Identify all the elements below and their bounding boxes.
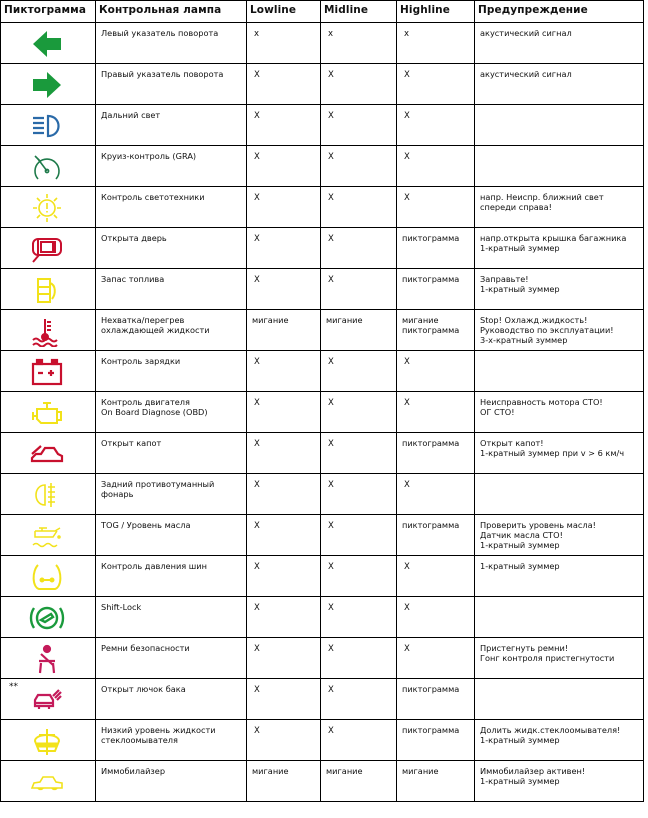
pictogram-cell (1, 597, 96, 638)
lowline-cell (247, 392, 321, 433)
lowline-value: X (254, 644, 260, 654)
highline-value: X (404, 562, 410, 572)
table-row (1, 187, 644, 228)
midline-cell (321, 228, 397, 269)
header-warning: Предупреждение (475, 1, 644, 23)
midline-value: X (328, 521, 334, 531)
lowline-value: X (254, 111, 260, 121)
bulb-failure-icon (29, 192, 65, 224)
lamp-cell (96, 474, 247, 515)
midline-cell (321, 105, 397, 146)
midline-cell (321, 146, 397, 187)
midline-value: X (328, 152, 334, 162)
lamp-cell (96, 433, 247, 474)
lowline-value: X (254, 70, 260, 80)
warning-cell (475, 187, 644, 228)
midline-cell (321, 23, 397, 64)
highline-value: X (404, 193, 410, 203)
midline-cell (321, 269, 397, 310)
pictogram-cell (1, 474, 96, 515)
table-row (1, 720, 644, 761)
lamp-name: Задний противотуманный фонарь (101, 479, 215, 499)
door-open-icon (29, 233, 65, 265)
lowline-cell (247, 474, 321, 515)
midline-cell (321, 392, 397, 433)
table-row (1, 64, 644, 105)
lowline-value: X (254, 357, 260, 367)
warning-cell (475, 105, 644, 146)
lowline-cell (247, 64, 321, 105)
lamp-name: Открыт капот (101, 438, 162, 448)
midline-value: X (328, 357, 334, 367)
table-row (1, 23, 644, 64)
lamp-cell (96, 310, 247, 351)
midline-value: X (328, 726, 334, 736)
lamp-cell (96, 187, 247, 228)
midline-cell (321, 64, 397, 105)
pictogram-cell (1, 515, 96, 556)
lamp-name: Правый указатель поворота (101, 69, 224, 79)
warning-text: Долить жидк.стеклоомывателя! 1-кратный зуммер (480, 725, 621, 745)
lamp-name: Открыта дверь (101, 233, 167, 243)
midline-value: X (328, 111, 334, 121)
warning-cell (475, 556, 644, 597)
table-row (1, 597, 644, 638)
highline-value: пиктограмма (402, 438, 460, 448)
highline-cell (397, 515, 475, 556)
shift-lock-icon (29, 602, 65, 634)
highline-cell (397, 556, 475, 597)
warning-cell (475, 228, 644, 269)
warning-cell (475, 64, 644, 105)
table-row (1, 433, 644, 474)
lamp-cell (96, 64, 247, 105)
highline-value: X (404, 398, 410, 408)
fuel-reserve-icon (29, 274, 65, 306)
lamp-cell (96, 761, 247, 802)
lowline-cell (247, 228, 321, 269)
warning-text: Открыт капот! 1-кратный зуммер при v > 6 км/ч (480, 438, 625, 458)
lowline-value: мигание (252, 766, 289, 776)
lowline-value: X (254, 193, 260, 203)
hood-open-icon (29, 438, 65, 470)
midline-value: X (328, 439, 334, 449)
warning-text (475, 474, 643, 479)
pictogram-cell (1, 146, 96, 187)
warning-text (475, 351, 643, 356)
lamp-cell (96, 23, 247, 64)
pictogram-cell (1, 761, 96, 802)
highline-cell (397, 433, 475, 474)
highline-value: пиктограмма (402, 233, 460, 243)
midline-value: X (328, 193, 334, 203)
lowline-cell (247, 187, 321, 228)
lowline-value: X (254, 726, 260, 736)
midline-cell (321, 474, 397, 515)
lamp-cell (96, 638, 247, 679)
midline-cell (321, 310, 397, 351)
lowline-value: X (254, 275, 260, 285)
warning-cell (475, 679, 644, 720)
pictogram-cell (1, 105, 96, 146)
lowline-cell (247, 638, 321, 679)
highline-cell (397, 105, 475, 146)
tire-pressure-icon (29, 561, 65, 593)
pictogram-cell (1, 351, 96, 392)
washer-fluid-icon (29, 725, 65, 757)
lamp-name: Контроль зарядки (101, 356, 181, 366)
warning-cell (475, 515, 644, 556)
highline-value: x (404, 29, 410, 39)
lamp-name: TOG / Уровень масла (101, 520, 191, 530)
warning-text: напр. Неиспр. ближний свет спереди справа! (480, 192, 604, 212)
lamp-cell (96, 392, 247, 433)
midline-cell (321, 597, 397, 638)
highline-cell (397, 761, 475, 802)
header-pictogram: Пиктограмма (1, 1, 96, 23)
warning-text (475, 679, 643, 684)
lowline-value: X (254, 685, 260, 695)
highline-value: X (404, 644, 410, 654)
lamp-cell (96, 515, 247, 556)
table-row (1, 515, 644, 556)
table-row (1, 474, 644, 515)
lowline-cell (247, 269, 321, 310)
table-row (1, 761, 644, 802)
pictogram-cell (1, 228, 96, 269)
cruise-control-icon (29, 151, 65, 183)
rear-fog-light-icon (29, 479, 65, 511)
highline-value: мигание (402, 766, 439, 776)
footnote-marker: ** (9, 682, 18, 692)
midline-cell (321, 351, 397, 392)
table-row (1, 310, 644, 351)
warning-cell (475, 269, 644, 310)
lamp-cell (96, 351, 247, 392)
highline-value: X (404, 111, 410, 121)
table-row (1, 679, 644, 720)
lamp-name: Открыт лючок бака (101, 684, 186, 694)
highline-cell (397, 638, 475, 679)
lamp-cell (96, 556, 247, 597)
lowline-cell (247, 556, 321, 597)
battery-charge-icon (29, 356, 65, 388)
highline-cell (397, 146, 475, 187)
lowline-cell (247, 146, 321, 187)
highline-cell (397, 474, 475, 515)
warning-text: Пристегнуть ремни! Гонг контроля пристегнутости (480, 643, 615, 663)
lowline-cell (247, 720, 321, 761)
warning-cell (475, 720, 644, 761)
pictogram-cell (1, 720, 96, 761)
lowline-cell (247, 597, 321, 638)
highline-cell (397, 64, 475, 105)
midline-value: мигание (326, 315, 363, 325)
midline-value: X (328, 480, 334, 490)
highline-value: X (404, 357, 410, 367)
lamp-name: Контроль давления шин (101, 561, 207, 571)
pictogram-cell (1, 638, 96, 679)
highline-cell (397, 720, 475, 761)
lamp-cell (96, 269, 247, 310)
warning-text: 1-кратный зуммер (480, 561, 560, 571)
lowline-cell (247, 433, 321, 474)
highline-value: пиктограмма (402, 725, 460, 735)
pictogram-cell (1, 310, 96, 351)
warning-text: Заправьте! 1-кратный зуммер (480, 274, 560, 294)
lamp-cell (96, 105, 247, 146)
lamp-cell (96, 146, 247, 187)
midline-value: X (328, 685, 334, 695)
highline-cell (397, 187, 475, 228)
midline-cell (321, 556, 397, 597)
highline-cell (397, 351, 475, 392)
lowline-cell (247, 761, 321, 802)
highline-value: пиктограмма (402, 684, 460, 694)
warning-text: акустический сигнал (480, 69, 572, 79)
midline-value: X (328, 398, 334, 408)
pictogram-cell (1, 269, 96, 310)
warning-cell (475, 310, 644, 351)
warning-text (475, 105, 643, 110)
lowline-value: X (254, 603, 260, 613)
table-row (1, 269, 644, 310)
warning-cell (475, 638, 644, 679)
lamp-cell (96, 228, 247, 269)
highline-value: пиктограмма (402, 274, 460, 284)
header-lowline: Lowline (247, 1, 321, 23)
left-turn-arrow-icon (29, 28, 65, 60)
lowline-cell (247, 23, 321, 64)
midline-cell (321, 720, 397, 761)
highline-value: X (404, 152, 410, 162)
highline-cell (397, 310, 475, 351)
warning-text: напр.открыта крышка багажника 1-кратный зуммер (480, 233, 627, 253)
pictogram-cell (1, 64, 96, 105)
highline-value: пиктограмма (402, 520, 460, 530)
warning-cell (475, 392, 644, 433)
midline-cell (321, 187, 397, 228)
lowline-cell (247, 351, 321, 392)
check-engine-icon (29, 397, 65, 429)
warning-text: акустический сигнал (480, 28, 572, 38)
lamp-name: Низкий уровень жидкости стеклоомывателя (101, 725, 216, 745)
highline-value: X (404, 603, 410, 613)
midline-value: X (328, 562, 334, 572)
midline-value: X (328, 644, 334, 654)
lowline-value: x (254, 29, 260, 39)
warning-cell (475, 597, 644, 638)
pictogram-cell (1, 433, 96, 474)
midline-value: мигание (326, 766, 363, 776)
midline-value: X (328, 234, 334, 244)
table-row (1, 638, 644, 679)
midline-cell (321, 433, 397, 474)
warning-cell (475, 146, 644, 187)
highline-cell (397, 392, 475, 433)
midline-cell (321, 761, 397, 802)
lamp-name: Левый указатель поворота (101, 28, 219, 38)
lowline-value: X (254, 439, 260, 449)
lowline-value: X (254, 521, 260, 531)
lamp-name: Контроль светотехники (101, 192, 205, 202)
table-row (1, 105, 644, 146)
lowline-value: X (254, 234, 260, 244)
lamp-cell (96, 679, 247, 720)
lowline-cell (247, 679, 321, 720)
midline-value: x (328, 29, 334, 39)
table-row (1, 228, 644, 269)
lowline-cell (247, 310, 321, 351)
midline-value: X (328, 603, 334, 613)
pictogram-cell (1, 187, 96, 228)
midline-value: X (328, 275, 334, 285)
warning-cell (475, 761, 644, 802)
lowline-cell (247, 515, 321, 556)
highline-cell (397, 23, 475, 64)
warning-text (475, 597, 643, 602)
table-row (1, 146, 644, 187)
table-header-row (1, 1, 644, 23)
pictogram-cell (1, 23, 96, 64)
lowline-value: мигание (252, 315, 289, 325)
coolant-temperature-icon (29, 315, 65, 347)
warning-cell (475, 433, 644, 474)
lowline-value: X (254, 562, 260, 572)
lamp-name: Запас топлива (101, 274, 165, 284)
warning-cell (475, 474, 644, 515)
warning-cell (475, 23, 644, 64)
oil-level-icon (29, 520, 65, 552)
table-row (1, 556, 644, 597)
right-turn-arrow-icon (29, 69, 65, 101)
highline-cell (397, 269, 475, 310)
midline-cell (321, 679, 397, 720)
seatbelt-icon (29, 643, 65, 675)
warning-text: Stop! Охлажд.жидкость! Руководство по эксплуатации! 3-х-кратный зуммер (480, 315, 614, 345)
pictogram-cell (1, 392, 96, 433)
warning-text (475, 146, 643, 151)
warning-text: Проверить уровень масла! Датчик масла СТО! 1-кратный зуммер (480, 520, 596, 550)
midline-value: X (328, 70, 334, 80)
highline-value: X (404, 70, 410, 80)
lamp-name: Иммобилайзер (101, 766, 166, 776)
header-highline: Highline (397, 1, 475, 23)
lamp-name: Контроль двигателя On Board Diagnose (OBD) (101, 397, 208, 417)
highline-cell (397, 679, 475, 720)
highline-value: X (404, 480, 410, 490)
lamp-name: Нехватка/перегрев охлаждающей жидкости (101, 315, 210, 335)
lowline-cell (247, 105, 321, 146)
immobilizer-icon (29, 766, 65, 798)
header-lamp: Контрольная лампа (96, 1, 247, 23)
high-beam-icon (29, 110, 65, 142)
warning-text: Иммобилайзер активен! 1-кратный зуммер (480, 766, 586, 786)
midline-cell (321, 638, 397, 679)
warning-text: Неисправность мотора СТО! ОГ СТО! (480, 397, 603, 417)
lamp-name: Ремни безопасности (101, 643, 190, 653)
lamp-name: Дальний свет (101, 110, 161, 120)
midline-cell (321, 515, 397, 556)
lowline-value: X (254, 152, 260, 162)
lamp-cell (96, 597, 247, 638)
fuel-flap-open-icon (29, 684, 65, 716)
lamp-name: Круиз-контроль (GRA) (101, 151, 197, 161)
pictogram-cell (1, 679, 96, 720)
lamp-name: Shift-Lock (101, 602, 142, 612)
header-midline: Midline (321, 1, 397, 23)
lowline-value: X (254, 480, 260, 490)
pictogram-cell (1, 556, 96, 597)
lamp-cell (96, 720, 247, 761)
highline-cell (397, 228, 475, 269)
highline-value: мигание пиктограмма (402, 315, 460, 335)
table-row (1, 351, 644, 392)
table-row (1, 392, 644, 433)
lowline-value: X (254, 398, 260, 408)
highline-cell (397, 597, 475, 638)
warning-cell (475, 351, 644, 392)
